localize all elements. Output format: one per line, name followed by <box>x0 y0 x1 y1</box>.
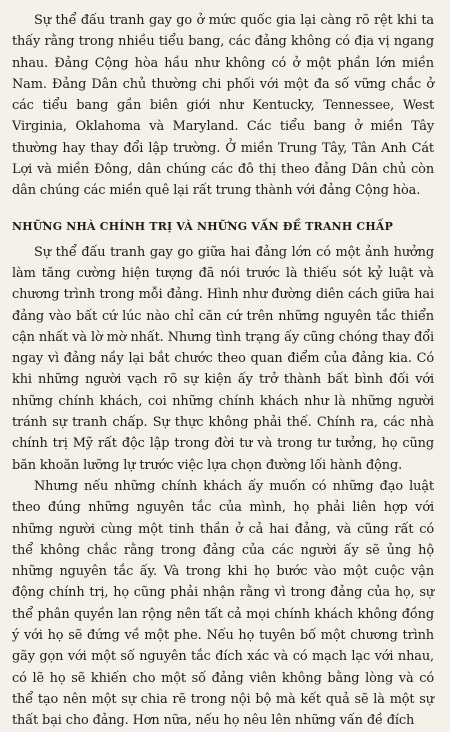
section-heading: NHỮNG NHÀ CHÍNH TRỊ VÀ NHỮNG VẤN ĐỀ TRANH CHẤP <box>12 219 394 233</box>
paragraph-2: Sự thể đấu tranh gay go giữa hai đảng lớn có một ảnh hưởng làm tăng cường hiện tượng đã nói trước là thiếu sót kỷ luật và chương trình trong mỗi đảng. Hình như đường diên cách giữa hai đảng vào bất cứ lúc nào chỉ căn cứ trên những nguyên tắc thiển cận nhất và lờ mờ nhất. Nhưng tình trạng ấy cũng chóng thay đổi ngay vì đảng nầy lại bắt chước theo quan điểm của đảng kia. Có khi những người vạch rõ sự kiện ấy trở thành bất bình đối với những chính khách, coi những chính khách như là những người tránh sự tranh chấp. Sự thực không phải thế. Chính ra, các nhà chính trị Mỹ rất độc lập trong đời tư và trong tư tưởng, họ cũng băn khoăn lưỡng lự trước việc lựa chọn đường lối hành động. <box>12 244 434 473</box>
paragraph-1: Sự thể đấu tranh gay go ở mức quốc gia lại càng rõ rệt khi ta thấy rằng trong nhiều tiểu bang, các đảng không có địa vị ngang nhau. Đảng Cộng hòa hầu như không có ở một phần lớn miền Nam. Đảng Dân chủ thường chi phối với một đa số vững chắc ở các tiểu bang gần biên giới như Kentucky, Tennessee, West Virginia, Oklahoma và Maryland. Các tiểu bang ở miền Tây thường hay thay đổi lập trường. Ở miền Trung Tây, Tân Anh Cát Lợi và miền Đông, dân chúng các đô thị theo đảng Dân chủ còn dân chúng các miền quê lại rất trung thành với đảng Cộng hòa. <box>12 13 434 199</box>
paragraph-3: Nhưng nếu những chính khách ấy muốn có những đạo luật theo đúng những nguyên tắc của mình, họ phải liên hợp với những người cùng một tinh thần ở cả hai đảng, và cũng rất có thể không chắc rằng trong đảng của các người ấy sẽ ủng hộ những nguyên tắc ấy. Và trong khi họ bước vào một cuộc vận động chính trị, họ cũng phải nhận rằng vì trong đảng của họ, sự thể phân quyền lan rộng nên tất cả mọi chính khách không đồng ý với họ sẽ đứng về một phe. Nếu họ tuyên bố một chương trình gãy gọn với một số nguyên tắc đích xác và có mạch lạc với nhau, có lẽ họ sẽ khiến cho một số đảng viên không bằng lòng và có thể tạo nên một sự chia rẽ trong nội bộ mà kết quả sẽ là một sự thất bại cho đảng. Hơn nữa, nếu họ nêu lên những vấn đề đích <box>12 478 434 729</box>
